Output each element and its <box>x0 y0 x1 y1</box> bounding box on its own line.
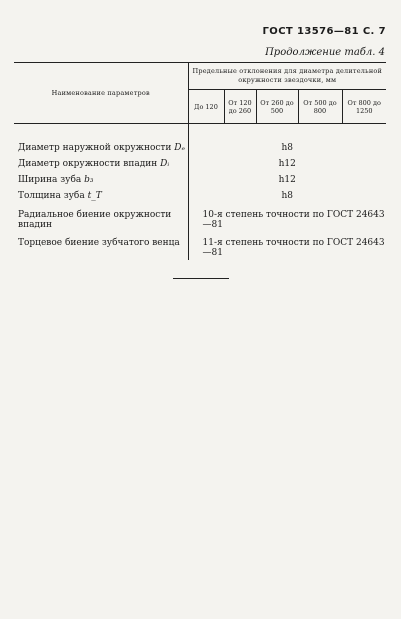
range-header: От 500 до 800 <box>298 90 342 124</box>
param-value: h12 <box>278 159 296 169</box>
range-header: До 120 <box>188 90 224 124</box>
param-value: h12 <box>278 175 296 185</box>
tolerance-table <box>14 62 386 260</box>
range-header: От 260 до 500 <box>256 90 298 124</box>
param-name: Радиальное биение окружности впадин <box>14 204 188 232</box>
param-name: Торцевое биение зубчатого венца <box>14 232 188 260</box>
param-column-header: Наименование параметров <box>14 63 188 124</box>
range-header: От 120 до 260 <box>224 90 256 124</box>
table-row <box>14 172 386 188</box>
table-continuation-label: Продолжение табл. 4 <box>265 47 385 58</box>
table-row <box>14 232 386 260</box>
param-name: Ширина зуба b₃ <box>14 172 188 188</box>
table-row <box>14 156 386 172</box>
table-row <box>14 204 386 232</box>
param-name: Диаметр наружной окружности Dₑ <box>14 140 188 156</box>
page-header: ГОСТ 13576—81 С. 7 <box>262 26 386 37</box>
range-header: От 800 до 1250 <box>342 90 386 124</box>
deviation-group-header: Предельные отклонения для диаметра делительной окружности звездочки, мм <box>188 63 386 90</box>
param-value: 11-я степень точности по ГОСТ 24643—81 <box>202 238 385 258</box>
end-rule <box>173 278 229 279</box>
param-name: Диаметр окружности впадин Dᵢ <box>14 156 188 172</box>
table-row <box>14 140 386 156</box>
param-value: 10-я степень точности по ГОСТ 24643—81 <box>202 210 385 230</box>
table-row <box>14 188 386 204</box>
param-value: h8 <box>281 143 294 153</box>
param-value: h8 <box>281 191 294 201</box>
param-name: Толщина зуба t_T <box>14 188 188 204</box>
